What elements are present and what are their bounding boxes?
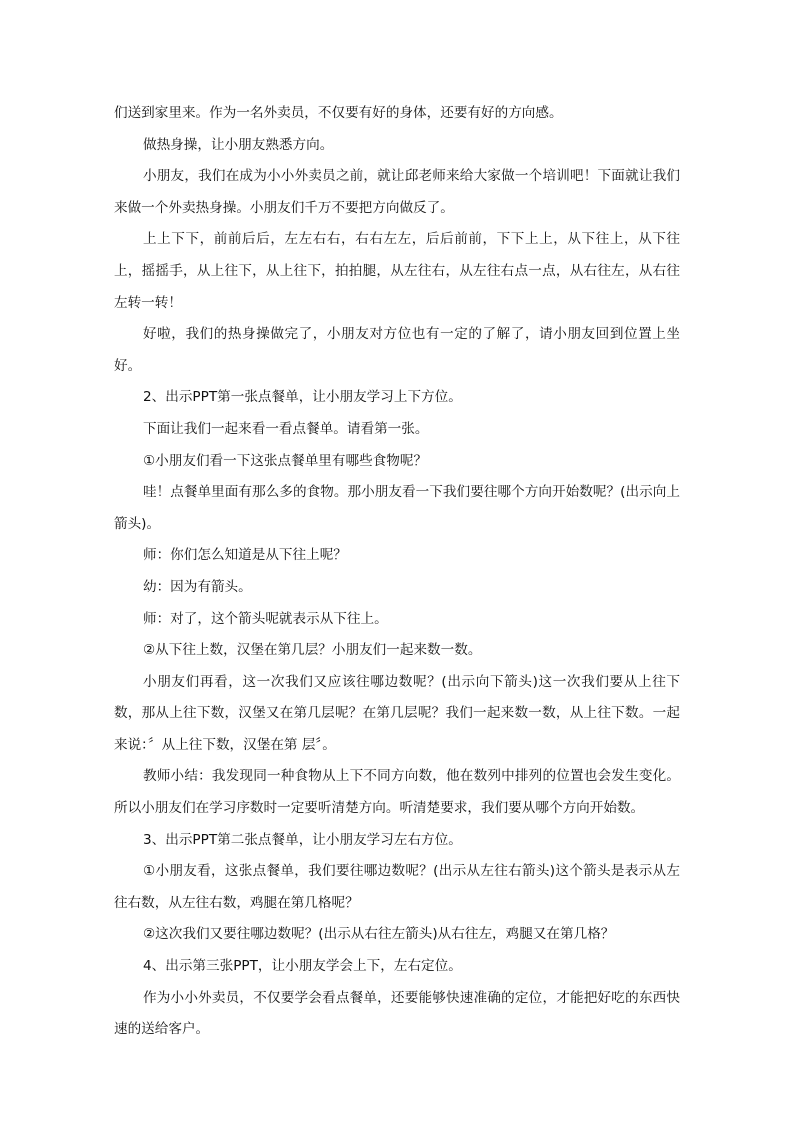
paragraph-2: 做热身操，让小朋友熟悉方向。: [143, 136, 334, 153]
paragraph-3: 小朋友，我们在成为小小外卖员之前，就让邱老师来给大家做一个培训吧！下面就让我们来做一个外卖热身操。小朋友们千万不要把方向做反了。: [114, 168, 680, 216]
paragraph-17: ①小朋友看，这张点餐单，我们要往哪边数呢？(出示从左往右箭头)这个箭头是表示从左往右数，从左往右数，鸡腿在第几格呢？: [114, 863, 680, 911]
document-body: [114, 98, 680, 1046]
paragraph-5: 好啦，我们的热身操做完了，小朋友对方位也有一定的了解了，请小朋友回到位置上坐好。: [114, 326, 680, 374]
paragraph-12: 师：对了，这个箭头呢就表示从下往上。: [143, 610, 388, 627]
paragraph-16: 3、出示PPT第二张点餐单，让小朋友学习左右方位。: [143, 831, 462, 848]
paragraph-1: 们送到家里来。作为一名外卖员，不仅要有好的身体，还要有好的方向感。: [114, 105, 563, 121]
paragraph-20: 作为小小外卖员，不仅要学会看点餐单，还要能够快速准确的定位，才能把好吃的东西快速的送给客户。: [114, 989, 680, 1038]
paragraph-9: 哇！点餐单里面有那么多的食物。那小朋友看一下我们要往哪个方向开始数呢？(出示向上箭头)。: [114, 484, 680, 532]
paragraph-15: 教师小结：我发现同一种食物从上下不同方向数，他在数列中排列的位置也会发生变化。所以小朋友们在学习序数时一定要听清楚方向。听清楚要求，我们要从哪个方向开始数。: [114, 768, 680, 817]
paragraph-11: 幼：因为有箭头。: [143, 578, 252, 595]
paragraph-14: 小朋友们再看，这一次我们又应该往哪边数呢？(出示向下箭头)这一次我们要从上往下数，那从上往下数，汉堡又在第几层呢？在第几层呢？我们一起来数一数，从上往下数。一起来说：〞从上往下数，汉堡在第 层〞。: [114, 673, 680, 753]
paragraph-7: 下面让我们一起来看一看点餐单。请看第一张。: [143, 420, 429, 437]
paragraph-6: 2、出示PPT第一张点餐单，让小朋友学习上下方位。: [143, 389, 462, 406]
paragraph-10: 师：你们怎么知道是从下往上呢？: [143, 547, 347, 564]
paragraph-4: 上上下下，前前后后，左左右右，右右左左，后后前前，下下上上，从下往上，从下往上，摇摇手，从上往下，从上往下，拍拍腿，从左往右，从左往右点一点，从右往左，从右往左转一转！: [114, 231, 680, 311]
paragraph-8: ①小朋友们看一下这张点餐单里有哪些食物呢？: [143, 452, 428, 469]
paragraph-13: ②从下往上数，汉堡在第几层？小朋友们一起来数一数。: [143, 642, 482, 659]
paragraph-19: 4、出示第三张PPT，让小朋友学会上下，左右定位。: [143, 958, 462, 975]
paragraph-18: ②这次我们又要往哪边数呢？(出示从右往左箭头)从右往左，鸡腿又在第几格？: [143, 926, 615, 943]
